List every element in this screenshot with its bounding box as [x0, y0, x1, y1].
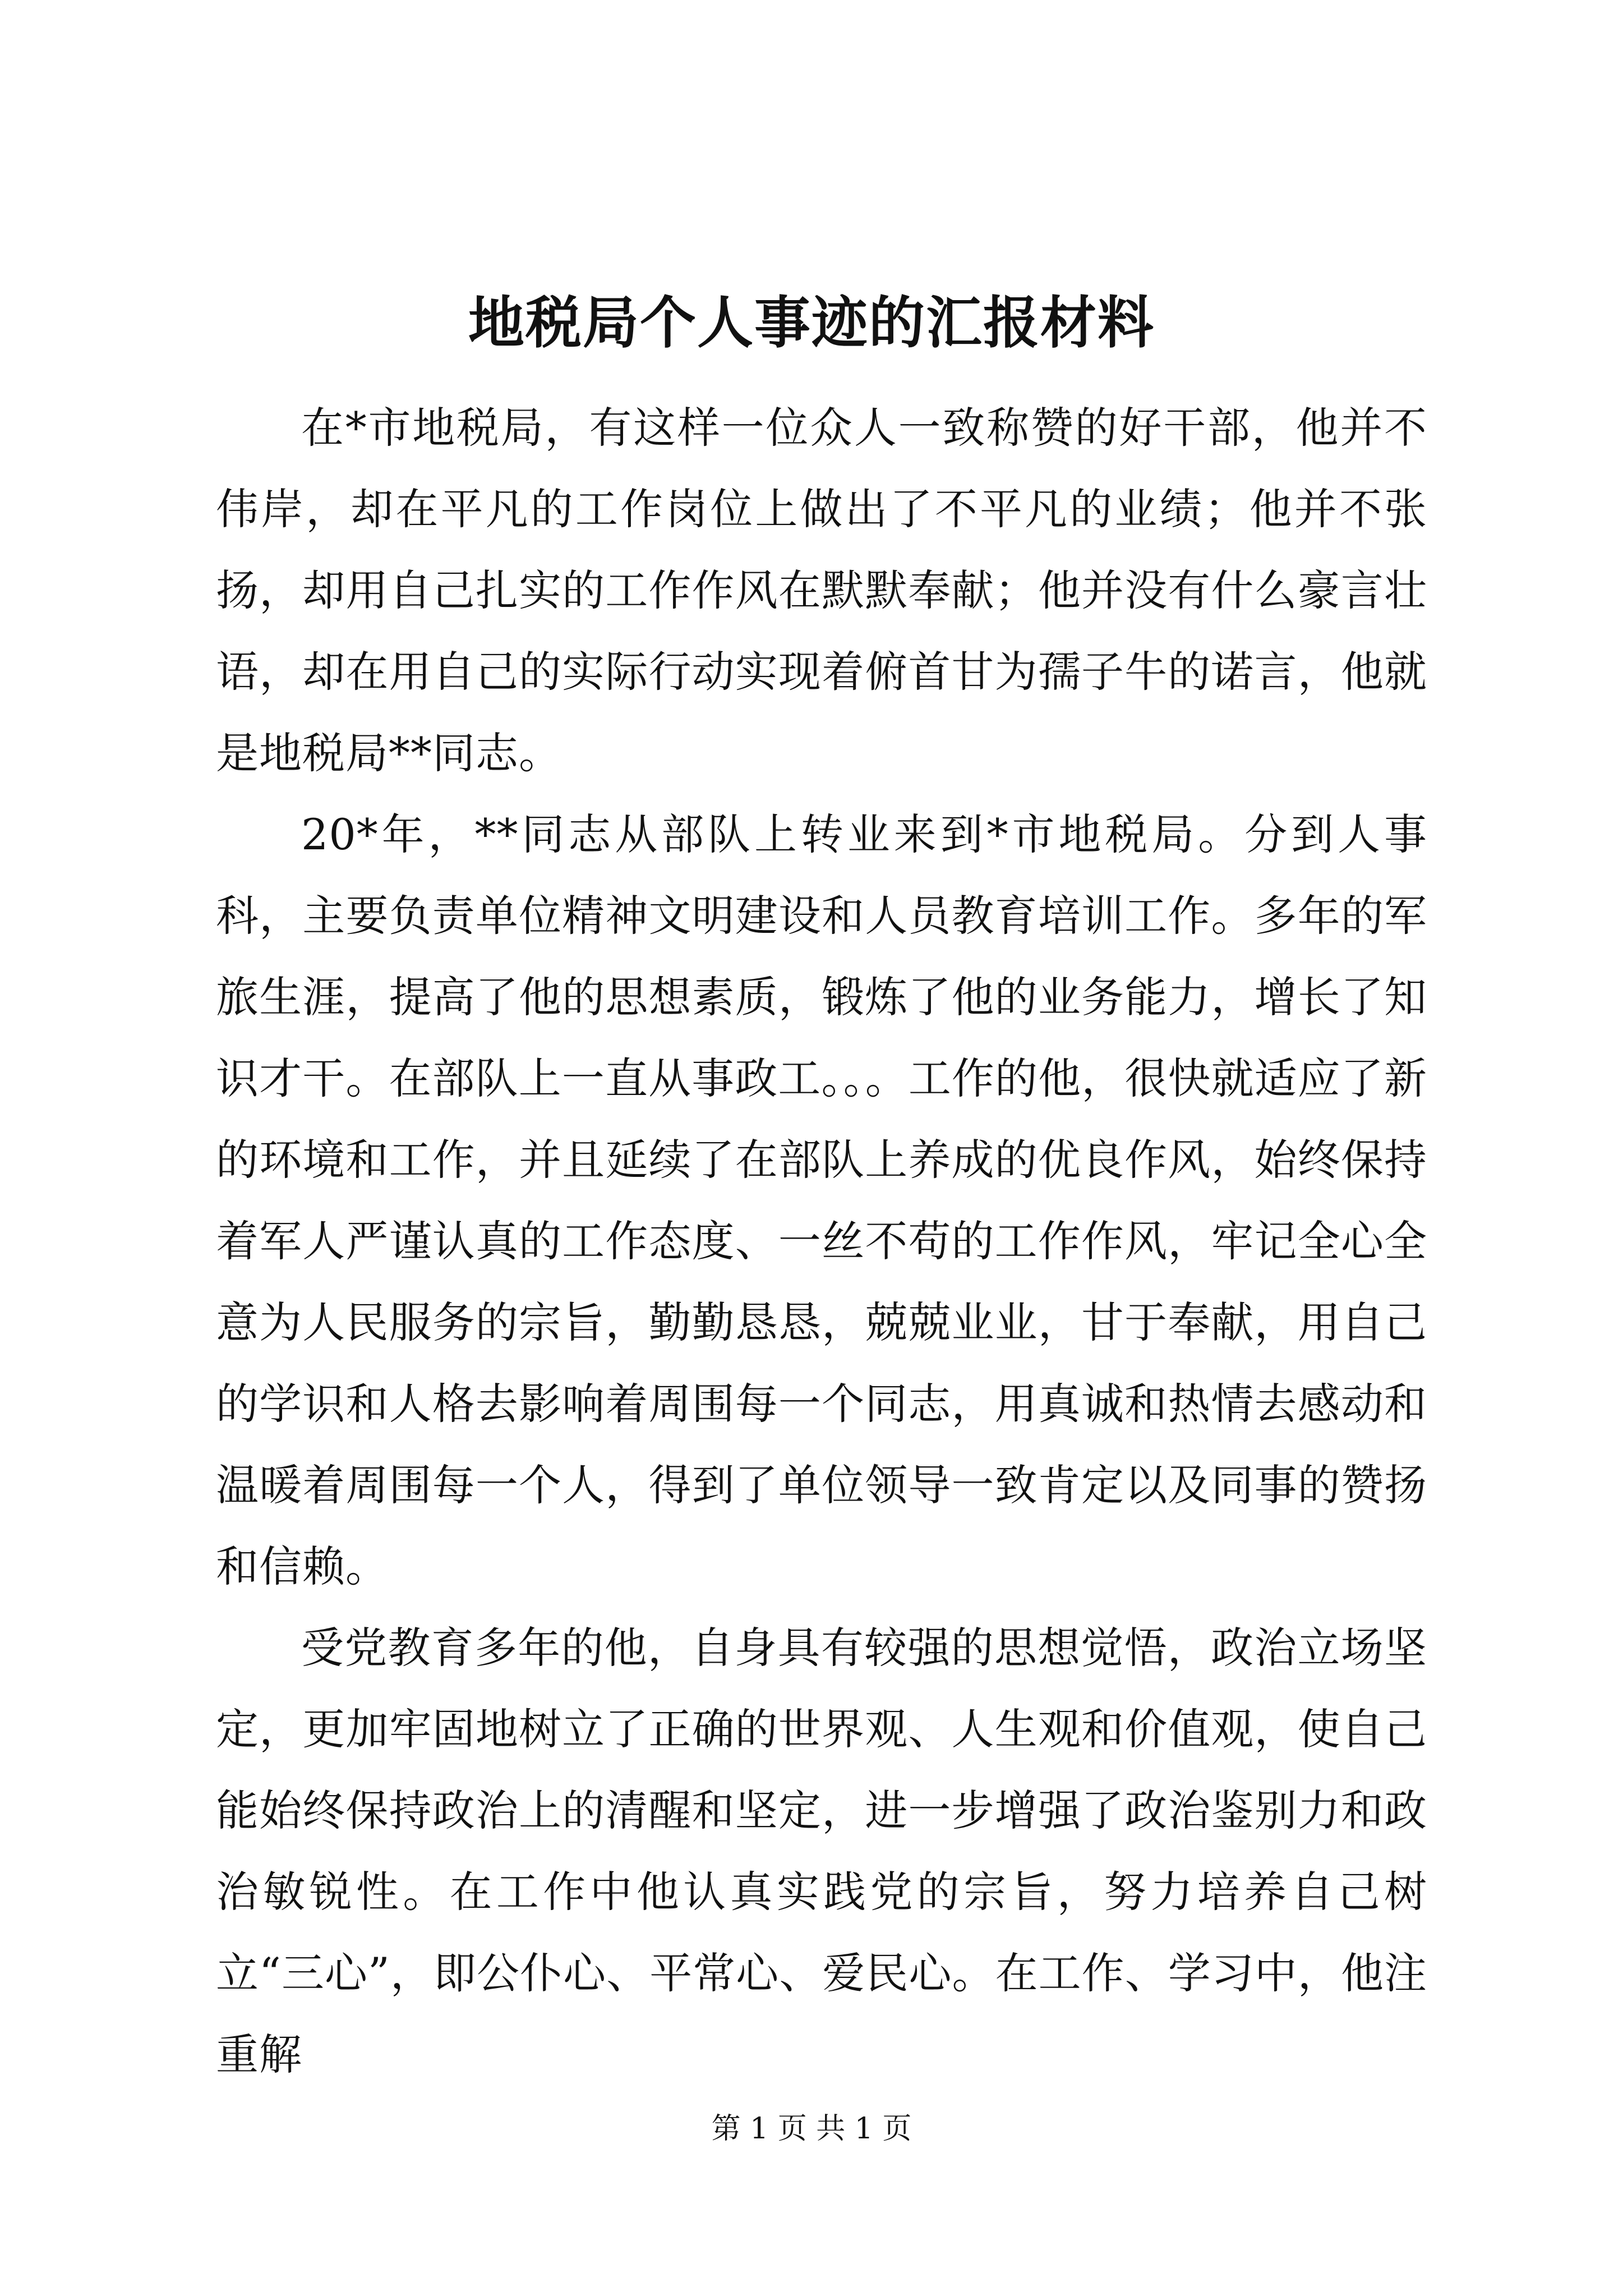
document-body	[216, 387, 1427, 2095]
paragraph-3: 受党教育多年的他，自身具有较强的思想觉悟，政治立场坚定，更加牢固地树立了正确的世界观、人生观和价值观，使自己能始终保持政治上的清醒和坚定，进一步增强了政治鉴别力和政治敏锐性。在工作中他认真实践党的宗旨，努力培养自己树立“三心”，即公仆心、平常心、爱民心。在工作、学习中，他注重解	[216, 1623, 1427, 2079]
document-title: 地税局个人事迹的汇报材料	[468, 289, 1155, 356]
page-footer: 第 1 页 共 1 页	[711, 2112, 912, 2146]
paragraph-1: 在*市地税局，有这样一位众人一致称赞的好干部，他并不伟岸，却在平凡的工作岗位上做出了不平凡的业绩；他并不张扬，却用自己扎实的工作作风在默默奉献；他并没有什么豪言壮语，却在用自己的实际行动实现着俯首甘为孺子牛的诺言，他就是地税局**同志。	[216, 403, 1427, 778]
paragraph-2: 20*年，**同志从部队上转业来到*市地税局。分到人事科，主要负责单位精神文明建设和人员教育培训工作。多年的军旅生涯，提高了他的思想素质，锻炼了他的业务能力，增长了知识才干。在部队上一直从事政工。。。工作的他，很快就适应了新的环境和工作，并且延续了在部队上养成的优良作风，始终保持着军人严谨认真的工作态度、一丝不苟的工作作风，牢记全心全意为人民服务的宗旨，勤勤恳恳，兢兢业业，甘于奉献，用自己的学识和人格去影响着周围每一个同志，用真诚和热情去感动和温暖着周围每一个人，得到了单位领导一致肯定以及同事的赞扬和信赖。	[216, 809, 1427, 1591]
